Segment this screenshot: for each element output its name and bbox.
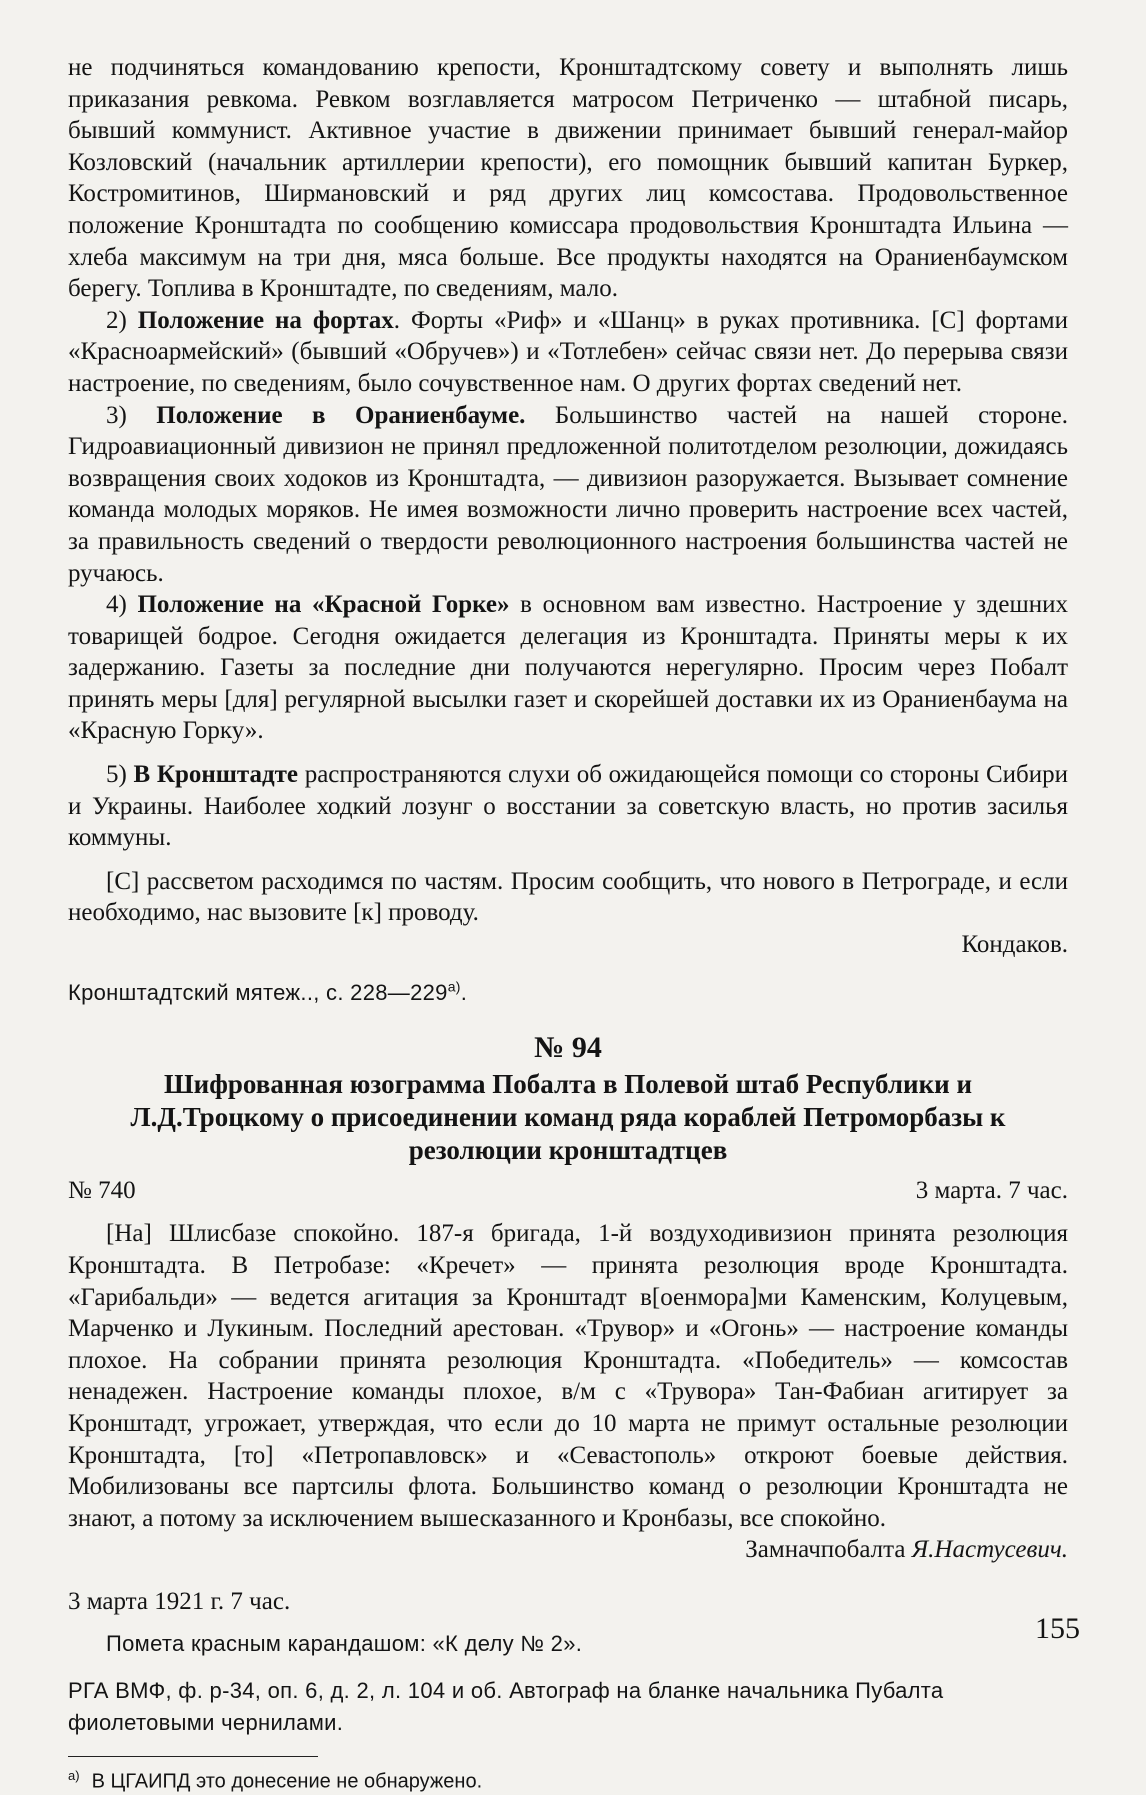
item-3-title: Положение в Ораниенбауме. xyxy=(156,401,526,429)
document-number: № 94 xyxy=(534,1031,602,1065)
document-title: Шифрованная юзограмма Побалта в Полевой штаб Республики и Л.Д.Троцкому о присоединении команд ряда кораблей Петроморбазы к резолюции кронштадтцев xyxy=(130,1068,1006,1165)
signature-title: Замначпобалта xyxy=(745,1536,912,1564)
item-5-number: 5) xyxy=(106,761,134,789)
item-5-title: В Кронштадте xyxy=(133,761,299,789)
document-ref: № 740 xyxy=(68,1176,136,1204)
source-reference xyxy=(68,977,1068,1009)
item-2 xyxy=(68,305,1068,400)
signature-kondakov: Кондаков. xyxy=(961,931,1068,959)
pencil-note: Помета красным карандашом: «К делу № 2». xyxy=(106,1630,583,1656)
notes-block xyxy=(68,1628,1068,1660)
source-text: Кронштадтский мятеж.., с. 228—229 xyxy=(68,979,448,1005)
source-footnote-mark: а) xyxy=(447,978,461,995)
page-number: 155 xyxy=(1035,1612,1080,1645)
item-4-number: 4) xyxy=(106,591,138,619)
item-3-text: Большинство частей на нашей стороне. Гидроавиационный дивизион не принял предложенной политотделом резолюции, дожидаясь возвращения своих ходоков из Кронштадта, — дивизион разоружается. Вызывает сомнение команда молодых моряков. Не имея возможности лично проверить настроение всех частей, за правильность сведений о твердости революционного настроения большинства частей не ручаюсь. xyxy=(68,401,1068,587)
footnote-text: В ЦГАИПД это донесение не обнаружено. xyxy=(91,1770,483,1793)
item-4-text: в основном вам известно. Настроение у здешних товарищей бодрое. Сегодня ожидается делегация из Кронштадта. Приняты меры к их задержанию. Газеты за последние дни получаются нерегулярно. Просим через Побалт принять меры [для] регулярной высылки газет и скорейшей доставки их из Ораниенбаума на «Красную Горку». xyxy=(68,591,1069,745)
item-4 xyxy=(68,589,1068,747)
closing-paragraph: [С] рассветом расходимся по частям. Просим сообщить, что нового в Петрограде, и если необходимо, нас вызовите [к] проводу. xyxy=(68,867,1068,927)
item-2-text: . Форты «Риф» и «Шанц» в руках противника. [С] фортами «Красноармейский» (бывший «Обручев») и «Тотлебен» сейчас связи нет. До перерыва связи настроение, по сведениям, было сочувственное нам. О других фортах сведений нет. xyxy=(68,306,1068,397)
item-3-number: 3) xyxy=(106,401,157,429)
document-date-time: 3 марта. 7 час. xyxy=(915,1176,1068,1204)
footnote-divider xyxy=(68,1756,318,1757)
item-2-number: 2) xyxy=(106,306,138,334)
item-2-title: Положение на фортах xyxy=(137,306,394,334)
item-5-text: распространяются слухи об ожидающейся помощи со стороны Сибири и Украины. Наиболее ходкий лозунг о восстании за советскую власть, но против засилья коммуны. xyxy=(68,761,1069,852)
signature-name: Я.Настусевич. xyxy=(911,1536,1068,1564)
document-body: [На] Шлисбазе спокойно. 187-я бригада, 1-й воздуходивизион принята резолюция Кронштадта. В Петробазе: «Кречет» — принята резолюция вроде Кронштадта. «Гарибальди» — ведется агитация за Кронштадт в[оенмора]ми Каменским, Колуцевым, Марченко и Лукиным. Последний арестован. «Трувор» и «Огонь» — настроение команды плохое. На собрании принята резолюция Кронштадта. «Победитель» — комсостав ненадежен. Настроение команды плохое, в/м с «Трувора» Тан-Фабиан агитирует за Кронштадт, угрожает, утверждая, что если до 10 марта не примут остальные резолюции Кронштадта, [то] «Петропавловск» и «Севастополь» откроют боевые действия. Мобилизованы все партсилы флота. Большинство команд о резолюции Кронштадта не знают, а потому за исключением вышесказанного и Кронбазы, все спокойно. xyxy=(68,1220,1068,1532)
source-end: . xyxy=(460,979,468,1005)
item-4-title: Положение на «Красной Горке» xyxy=(137,591,510,619)
document-date-full: 3 марта 1921 г. 7 час. xyxy=(68,1587,291,1615)
main-column xyxy=(68,52,1068,1795)
item-3 xyxy=(68,400,1068,590)
document-meta-row xyxy=(68,1175,1068,1207)
archive-reference: РГА ВМФ, ф. р-34, оп. 6, д. 2, л. 104 и об. Автограф на бланке начальника Пубалта фиолетовыми чернилами. xyxy=(68,1678,944,1735)
footnote xyxy=(68,1763,1068,1795)
footnote-mark: а) xyxy=(68,1768,80,1784)
item-5 xyxy=(68,759,1068,854)
document-signature xyxy=(68,1534,1068,1566)
paragraph-1: не подчиняться командованию крепости, Кронштадтскому совету и выполнять лишь приказания ревкома. Ревком возглавляется матросом Петриченко — штабной писарь, бывший коммунист. Активное участие в движении принимает бывший генерал-майор Козловский (начальник артиллерии крепости), его помощник бывший капитан Буркер, Костромитинов, Ширмановский и ряд других лиц комсостава. Продовольственное положение Кронштадта по сообщению комиссара продовольствия Кронштадта Ильина — хлеба максимум на три дня, мяса больше. Все продукты находятся на Ораниенбаумском берегу. Топлива в Кронштадте, по сведениям, мало. xyxy=(68,54,1068,303)
